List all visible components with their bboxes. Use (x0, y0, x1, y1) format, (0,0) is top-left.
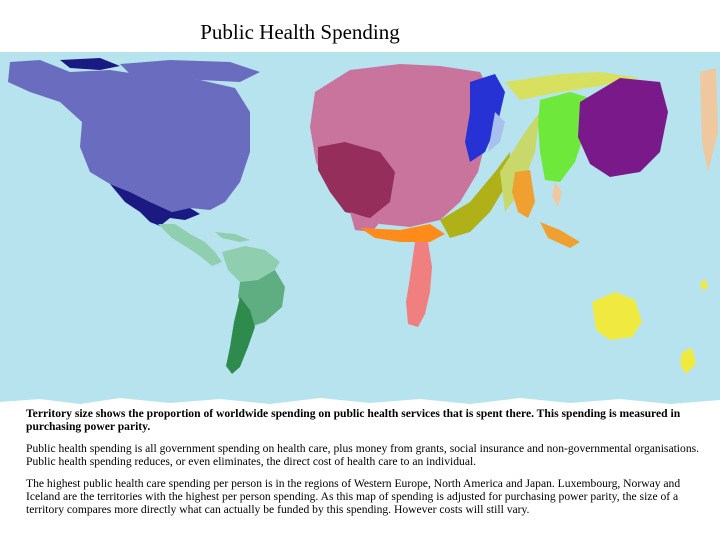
cartogram-map (0, 52, 720, 412)
caption (26, 407, 710, 525)
caption-lead: Territory size shows the proportion of worldwide spending on public health services that is spent there. This spending is measured in purchasing power parity. (26, 407, 681, 433)
caption-details: The highest public health care spending per person is in the regions of Western Europe, North America and Japan. Luxembourg, Norway and Iceland are the territories with the highest per person spending. As this map of spending is adjusted for purchasing power parity, the size of a territory compares more directly what can actually be funded by this spending. However costs will still vary. (26, 477, 681, 516)
caption-definition: Public health spending is all government spending on health care, plus money from grants, social insurance and non-governmental organisations. Public health spending reduces, or even eliminates, the direct cost of health care to an individual. (26, 442, 700, 468)
page-title: Public Health Spending (200, 20, 400, 44)
